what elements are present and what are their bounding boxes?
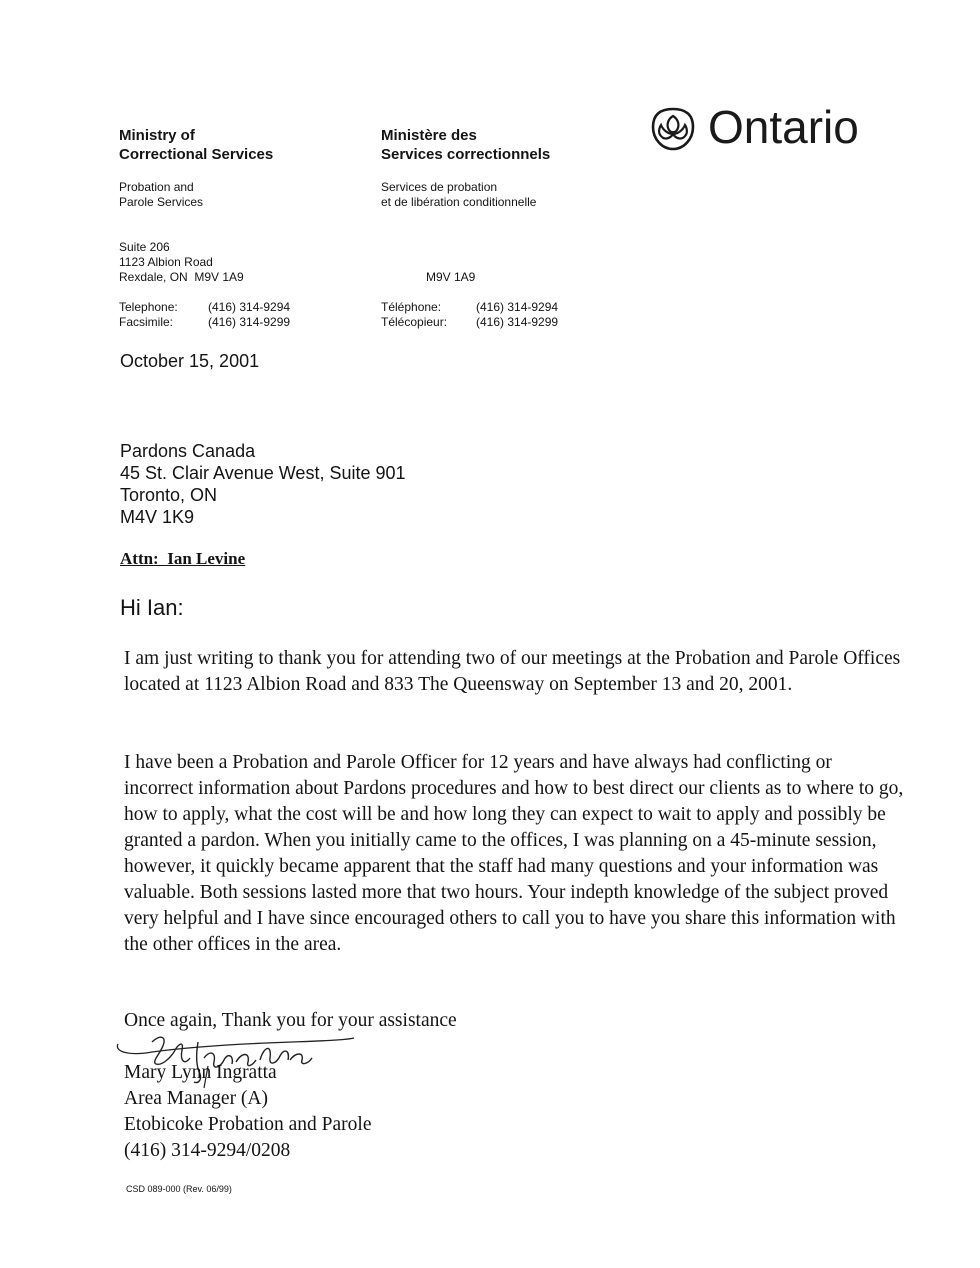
letterhead-en-division	[119, 180, 203, 210]
recipient-line1: Pardons Canada	[120, 441, 256, 461]
recipient-line2: 45 St. Clair Avenue West, Suite 901	[120, 463, 406, 483]
recipient-line4: M4V 1K9	[120, 507, 195, 527]
telephone-fr-value: (416) 314-9294	[476, 300, 559, 314]
division-line1: Probation and	[119, 180, 194, 194]
letter-date: October 15, 2001	[120, 351, 260, 371]
telephone-label: Telephone:	[119, 300, 178, 314]
signer-phone: (416) 314-9294/0208	[124, 1140, 291, 1161]
letterhead-fr-contact	[381, 300, 558, 330]
closing-line: Once again, Thank you for your assistance	[124, 1010, 457, 1031]
services-line1: Services de probation	[381, 180, 498, 194]
letterhead-fr-ministry	[381, 126, 550, 164]
telephone-fr-label: Téléphone:	[381, 300, 442, 314]
recipient-address	[120, 440, 406, 528]
fax-fr-label: Télécopieur:	[381, 315, 448, 329]
letterhead-fr-postal-code: M9V 1A9	[426, 270, 476, 284]
ministere-line1: Ministère des	[381, 127, 477, 144]
form-number: CSD 089-000 (Rev. 06/99)	[126, 1184, 232, 1194]
letterhead-en-contact	[119, 300, 290, 330]
signer-name: Mary Lynn Ingratta	[124, 1062, 277, 1083]
ministry-name-line1: Ministry of	[119, 127, 195, 144]
letterhead-fr-division	[381, 180, 536, 210]
letterhead-en-ministry	[119, 126, 273, 164]
paragraph-2-text: I have been a Probation and Parole Officer for 12 years and have always had conflicting or incorrect information about Pardons procedures and how to best direct our clients as to where to go, how to apply, what the cost will be and how long they can expect to wait to apply and possibly be granted a pardon. When you initially came to the offices, I was planning on a 45-minute session, however, it quickly became apparent that the staff had many questions and your information was valuable. Both sessions lasted more that two hours. Your indepth knowledge of the subject proved very helpful and I have since encouraged others to call you to have you share this information with the other offices in the area.	[124, 752, 904, 955]
trillium-emblem-icon	[650, 106, 696, 152]
address-line3: Rexdale, ON M9V 1A9	[119, 270, 244, 284]
ministere-line2: Services correctionnels	[381, 146, 551, 163]
telephone-value: (416) 314-9294	[208, 300, 291, 314]
recipient-line3: Toronto, ON	[120, 485, 218, 505]
body-paragraph-1	[124, 646, 904, 698]
paragraph-1-text: I am just writing to thank you for attending two of our meetings at the Probation and Parole Offices located at 1123 Albion Road and 833 The Queensway on September 13 and 20, 2001.	[124, 648, 901, 695]
signer-title: Area Manager (A)	[124, 1088, 269, 1109]
letterhead-en-address	[119, 240, 244, 285]
services-line2: et de libération conditionnelle	[381, 195, 537, 209]
ministry-name-line2: Correctional Services	[119, 146, 274, 163]
signature-block	[124, 1060, 371, 1164]
address-line1: Suite 206	[119, 240, 170, 254]
attention-line: Attn: Ian Levine	[120, 549, 246, 568]
ontario-wordmark: Ontario	[708, 101, 859, 153]
signer-office: Etobicoke Probation and Parole	[124, 1114, 372, 1135]
body-paragraph-2	[124, 750, 904, 958]
division-line2: Parole Services	[119, 195, 204, 209]
address-line2: 1123 Albion Road	[119, 255, 213, 269]
fax-fr-value: (416) 314-9299	[476, 315, 559, 329]
ontario-logo	[650, 101, 880, 164]
fax-value: (416) 314-9299	[208, 315, 291, 329]
greeting: Hi Ian:	[120, 595, 184, 620]
fax-label: Facsimile:	[119, 315, 174, 329]
